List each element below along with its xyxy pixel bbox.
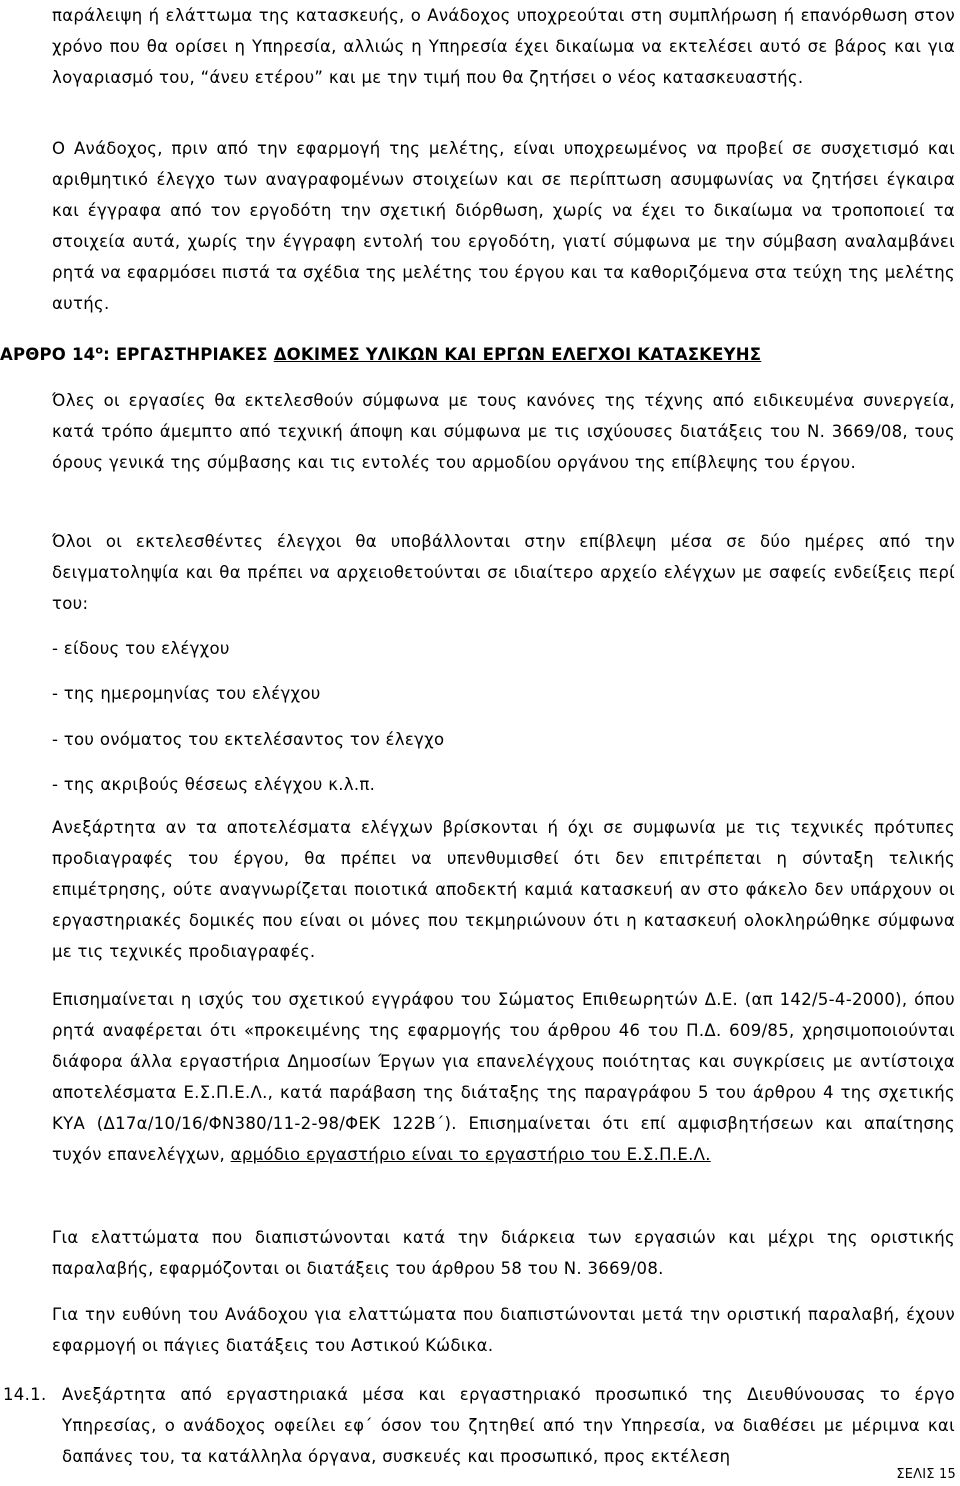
paragraph-continuation: παράλειψη ή ελάττωμα της κατασκευής, ο Ανάδοχος υποχρεούται στη συμπλήρωση ή επανόρθωση στον χρόνο που θα ορίσει η Υπηρεσία, αλλιώς η Υπηρεσία έχει δικαίωμα να εκτελέσει αυτό σε βάρος και για λογαριασμό του, “άνευ ετέρου” και με την τιμή που θα ζητήσει ο νέος κατασκευαστής. [52,6,955,87]
list-item: - είδους του ελέγχου [52,639,230,658]
clause-text: Ανεξάρτητα από εργαστηριακά μέσα και εργαστηριακό προσωπικό της Διευθύνουσας το έργο Υπηρεσίας, ο ανάδοχος οφείλει εφ΄ όσον του ζητηθεί από την Υπηρεσία, να διαθέσει με μέριμνα και δαπάνες του, τα κατάλληλα όργανα, συσκευές και προσωπικό, προς εκτέλεση [62,1385,955,1466]
paragraph-controls-submission: Όλοι οι εκτελεσθέντες έλεγχοι θα υποβάλλονται στην επίβλεψη μέσα σε δύο ημέρες από την δειγματοληψία και θα πρέπει να αρχειοθετούνται σε ιδιαίτερο αρχείο ελέγχων με σαφείς ενδείξεις περί του: [52,532,955,613]
article-heading-underlined: ΔΟΚΙΜΕΣ ΥΛΙΚΩΝ ΚΑΙ ΕΡΓΩΝ ΕΛΕΓΧΟΙ ΚΑΤΑΣΚΕΥΗΣ [273,345,762,364]
paragraph-inspectorate-main: Επισημαίνεται η ισχύς του σχετικού εγγράφου του Σώματος Επιθεωρητών Δ.Ε. (απ 142/5-4-2000), όπου ρητά αναφέρεται ότι «προκειμένης της εφαρμογής του άρθρου 46 του Π.Δ. 609/85, χρησιμοποιούνται διάφορα άλλα εργαστήρια Δημοσίων Έργων για επανελέγχους ποιότητας και συγκρίσεις με αντίστοιχα αποτελέσματα Ε.Σ.Π.Ε.Λ., κατά παράβαση της διάταξης της παραγράφου 5 του άρθρου 4 της σχετικής ΚΥΑ (Δ17α/10/16/ΦΝ380/11-2-98/ΦΕΚ 122Β΄). Επισημαίνεται ότι επί αμφισβητήσεων και απαίτησης τυχόν επανελέγχων, [52,990,955,1164]
paragraph-defects-before-acceptance: Για ελαττώματα που διαπιστώνονται κατά την διάρκεια των εργασιών και μέχρι της οριστικής παραλαβής, εφαρμόζονται οι διατάξεις του άρθρου 58 του Ν. 3669/08. [52,1228,955,1278]
article-heading [0,341,960,369]
clause-number: 14.1. [3,1385,47,1404]
paragraph-contractor-obligation: Ο Ανάδοχος, πριν από την εφαρμογή της μελέτης, είναι υποχρεωμένος να προβεί σε συσχετισμό και αριθμητικό έλεγχο των αναγραφομένων στοιχείων και σε περίπτωση ασυμφωνίας να ζητήσει έγκαιρα και έγγραφα από τον εργοδότη την σχετική διόρθωση, χωρίς να έχει το δικαίωμα να τροποποιεί τα στοιχεία αυτά, χωρίς την έγγραφη εντολή του εργοδότη, γιατί σύμφωνα με την σύμβαση αναλαμβάνει ρητά να εφαρμόσει πιστά τα σχέδια της μελέτης του έργου και τα καθοριζόμενα στα τεύχη της μελέτης αυτής. [52,139,955,313]
list-item: - του ονόματος του εκτελέσαντος τον έλεγχο [52,730,445,749]
paragraph-inspectorate-underlined: αρμόδιο εργαστήριο είναι το εργαστήριο του Ε.Σ.Π.Ε.Λ. [230,1145,711,1164]
paragraph-defects-after-acceptance: Για την ευθύνη του Ανάδοχου για ελαττώματα που διαπιστώνονται μετά την οριστική παραλαβή, έχουν εφαρμογή οι πάγιες διατάξεις του Αστικού Κώδικα. [52,1305,955,1355]
paragraph-independent-results: Ανεξάρτητα αν τα αποτελέσματα ελέγχων βρίσκονται ή όχι σε συμφωνία με τις τεχνικές πρότυπες προδιαγραφές του έργου, θα πρέπει να υπενθυμισθεί ότι δεν επιτρέπεται η σύνταξη τελικής επιμέτρησης, ούτε αναγνωρίζεται ποιοτικά αποδεκτή καμιά κατασκευή αν στο φάκελο δεν υπάρχουν οι εργαστηριακές δομικές που είναι οι μόνες που τεκμηριώνουν ότι η κατασκευή ολοκληρώθηκε σύμφωνα με τις τεχνικές προδιαγραφές. [52,818,955,961]
page-number: ΣΕΛΙΣ 15 [896,1467,956,1482]
list-item: - της ημερομηνίας του ελέγχου [52,684,321,703]
paragraph-inspectorate-document [52,984,955,1170]
article-heading-prefix: ΑΡΘΡΟ 14 [0,345,96,364]
paragraph-works-execution: Όλες οι εργασίες θα εκτελεσθούν σύμφωνα με τους κανόνες της τέχνης από ειδικευμένα συνεργεία, κατά τρόπο άμεμπτο από τεχνική άποψη και σύμφωνα με τις ισχύουσες διατάξεις του Ν. 3669/08, τους όρους γενικά της σύμβασης και τις εντολές του αρμοδίου οργάνου της επίβλεψης του έργου. [52,391,955,472]
article-heading-middle: : ΕΡΓΑΣΤΗΡΙΑΚΕΣ [103,345,274,364]
list-item: - της ακριβούς θέσεως ελέγχου κ.λ.π. [52,775,376,794]
article-heading-superscript: ο [95,343,104,357]
